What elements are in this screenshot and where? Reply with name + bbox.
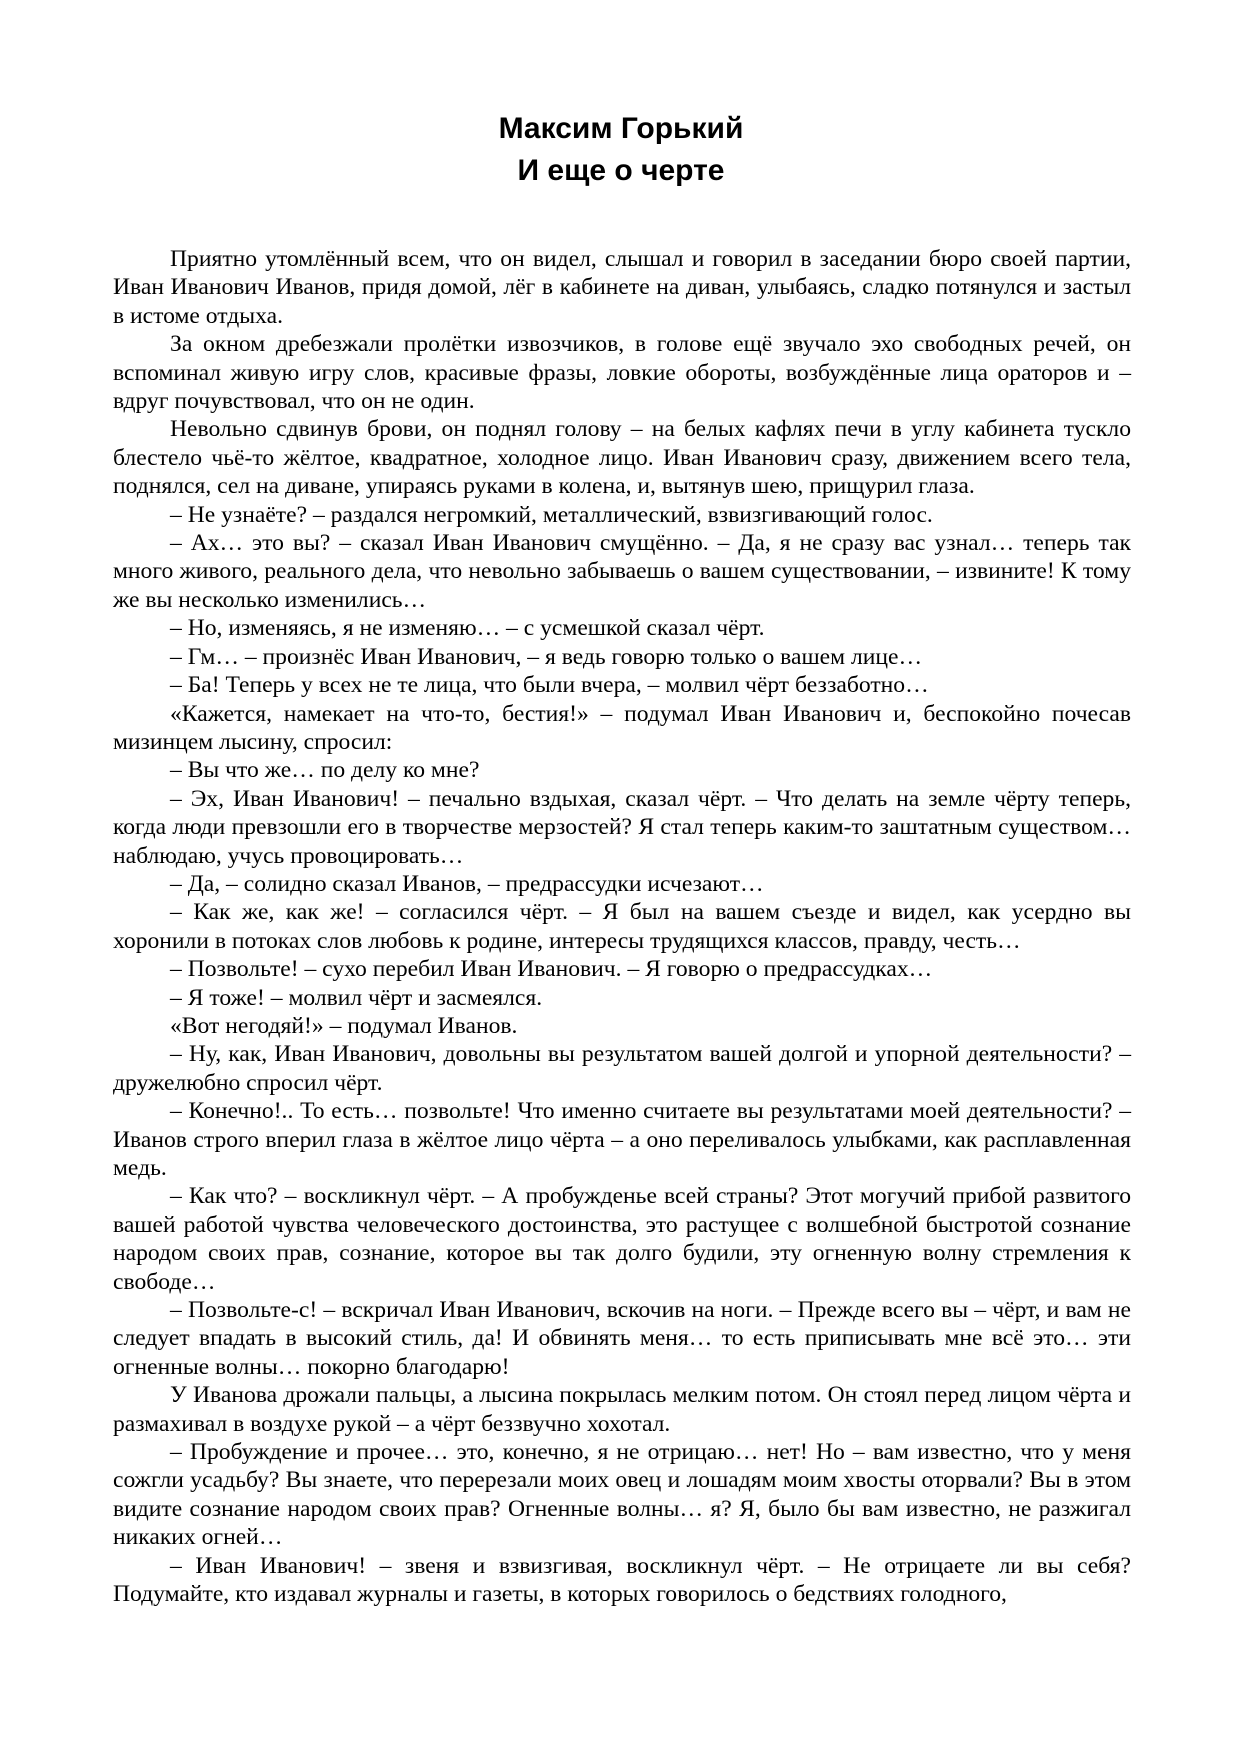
paragraph: – Позвольте! – сухо перебил Иван Иванович. – Я говорю о предрассудках… — [170, 956, 933, 983]
paragraph: – Не узнаёте? – раздался негромкий, металлический, взвизгивающий голос. — [170, 501, 933, 528]
paragraph: «Вот негодяй!» – подумал Иванов. — [170, 1012, 518, 1039]
paragraph: – Ба! Теперь у всех не те лица, что были вчера, – молвил чёрт беззаботно… — [170, 672, 929, 699]
paragraph: – Позвольте-с! – вскричал Иван Иванович, вскочив на ноги. – Прежде всего вы – чёрт, и вам не следует впадать в высокий стиль, да! И обвинять меня… то есть приписывать мне всё это… эти огненные волны… покорно благодарю! — [113, 1297, 1131, 1380]
paragraph: – Конечно!.. То есть… позвольте! Что именно считаете вы результатами моей деятельности? – Иванов строго вперил глаза в жёлтое лицо чёрта – а оно переливалось улыбками, как расплавленная медь. — [113, 1098, 1131, 1181]
paragraph: – Как что? – воскликнул чёрт. – А пробужденье всей страны? Этот могучий прибой развитого вашей работой чувства человеческого достоинства, это растущее с волшебной быстротой сознание народом своих прав, сознание, которое вы так долго будили, эту огненную волну стремления к свободе… — [113, 1183, 1131, 1295]
paragraph: Приятно утомлённый всем, что он видел, слышал и говорил в заседании бюро своей партии, Иван Иванович Иванов, придя домой, лёг в кабинете на диван, улыбаясь, сладко потянулся и застыл в истоме отдыха. — [113, 246, 1131, 329]
paragraph: – Ах… это вы? – сказал Иван Иванович смущённо. – Да, я не сразу вас узнал… теперь так много живого, реального дела, что невольно забываешь о вашем существовании, – извините! К тому же вы несколько изменились… — [113, 530, 1131, 613]
paragraph: – Ну, как, Иван Иванович, довольны вы результатом вашей долгой и упорной деятельности? – дружелюбно спросил чёрт. — [113, 1041, 1131, 1096]
paragraph: – Но, изменяясь, я не изменяю… – с усмешкой сказал чёрт. — [170, 615, 765, 642]
story-body — [113, 245, 1131, 1609]
paragraph: У Иванова дрожали пальцы, а лысина покрылась мелким потом. Он стоял перед лицом чёрта и размахивал в воздухе рукой – а чёрт беззвучно хохотал. — [113, 1382, 1131, 1437]
paragraph: – Как же, как же! – согласился чёрт. – Я был на вашем съезде и видел, как усердно вы хоронили в потоках слов любовь к родине, интересы трудящихся классов, правду, честь… — [113, 899, 1131, 954]
paragraph: – Иван Иванович! – звеня и взвизгивая, воскликнул чёрт. – Не отрицаете ли вы себя? Подумайте, кто издавал журналы и газеты, в которых говорилось о бедствиях голодного, — [113, 1552, 1131, 1608]
paragraph: – Вы что же… по делу ко мне? — [170, 757, 480, 784]
story-title: И еще о черте — [517, 154, 725, 187]
paragraph: – Пробуждение и прочее… это, конечно, я не отрицаю… нет! Но – вам известно, что у меня сожгли усадьбу? Вы знаете, что перерезали моих овец и лошадям моим хвосты оторвали? Вы в этом видите сознание народом своих прав? Огненные волны… я? Я, было бы вам известно, не разжигал никаких огней… — [113, 1439, 1131, 1551]
paragraph: Невольно сдвинув брови, он поднял голову – на белых кафлях печи в углу кабинета тускло блестело чьё-то жёлтое, квадратное, холодное лицо. Иван Иванович сразу, движением всего тела, поднялся, сел на диване, упираясь руками в колена, и, вытянув шею, прищурил глаза. — [113, 416, 1131, 500]
paragraph: – Эх, Иван Иванович! – печально вздыхая, сказал чёрт. – Что делать на земле чёрту теперь, когда люди превзошли его в творчестве мерзостей? Я стал теперь каким-то заштатным существом… наблюдаю, учусь провоцировать… — [113, 785, 1131, 869]
paragraph: «Кажется, намекает на что-то, бестия!» – подумал Иван Иванович и, беспокойно почесав мизинцем лысину, спросил: — [113, 700, 1131, 755]
paragraph: – Да, – солидно сказал Иванов, – предрассудки исчезают… — [170, 870, 764, 897]
title-block — [0, 108, 1242, 192]
paragraph: – Я тоже! – молвил чёрт и засмеялся. — [170, 984, 543, 1011]
paragraph: За окном дребезжали пролётки извозчиков, в голове ещё звучало эхо свободных речей, он вспоминал живую игру слов, красивые фразы, ловкие обороты, возбуждённые лица ораторов и – вдруг почувствовал, что он не один. — [113, 331, 1131, 415]
author-name: Максим Горький — [498, 112, 744, 145]
paragraph: – Гм… – произнёс Иван Иванович, – я ведь говорю только о вашем лице… — [170, 643, 923, 670]
